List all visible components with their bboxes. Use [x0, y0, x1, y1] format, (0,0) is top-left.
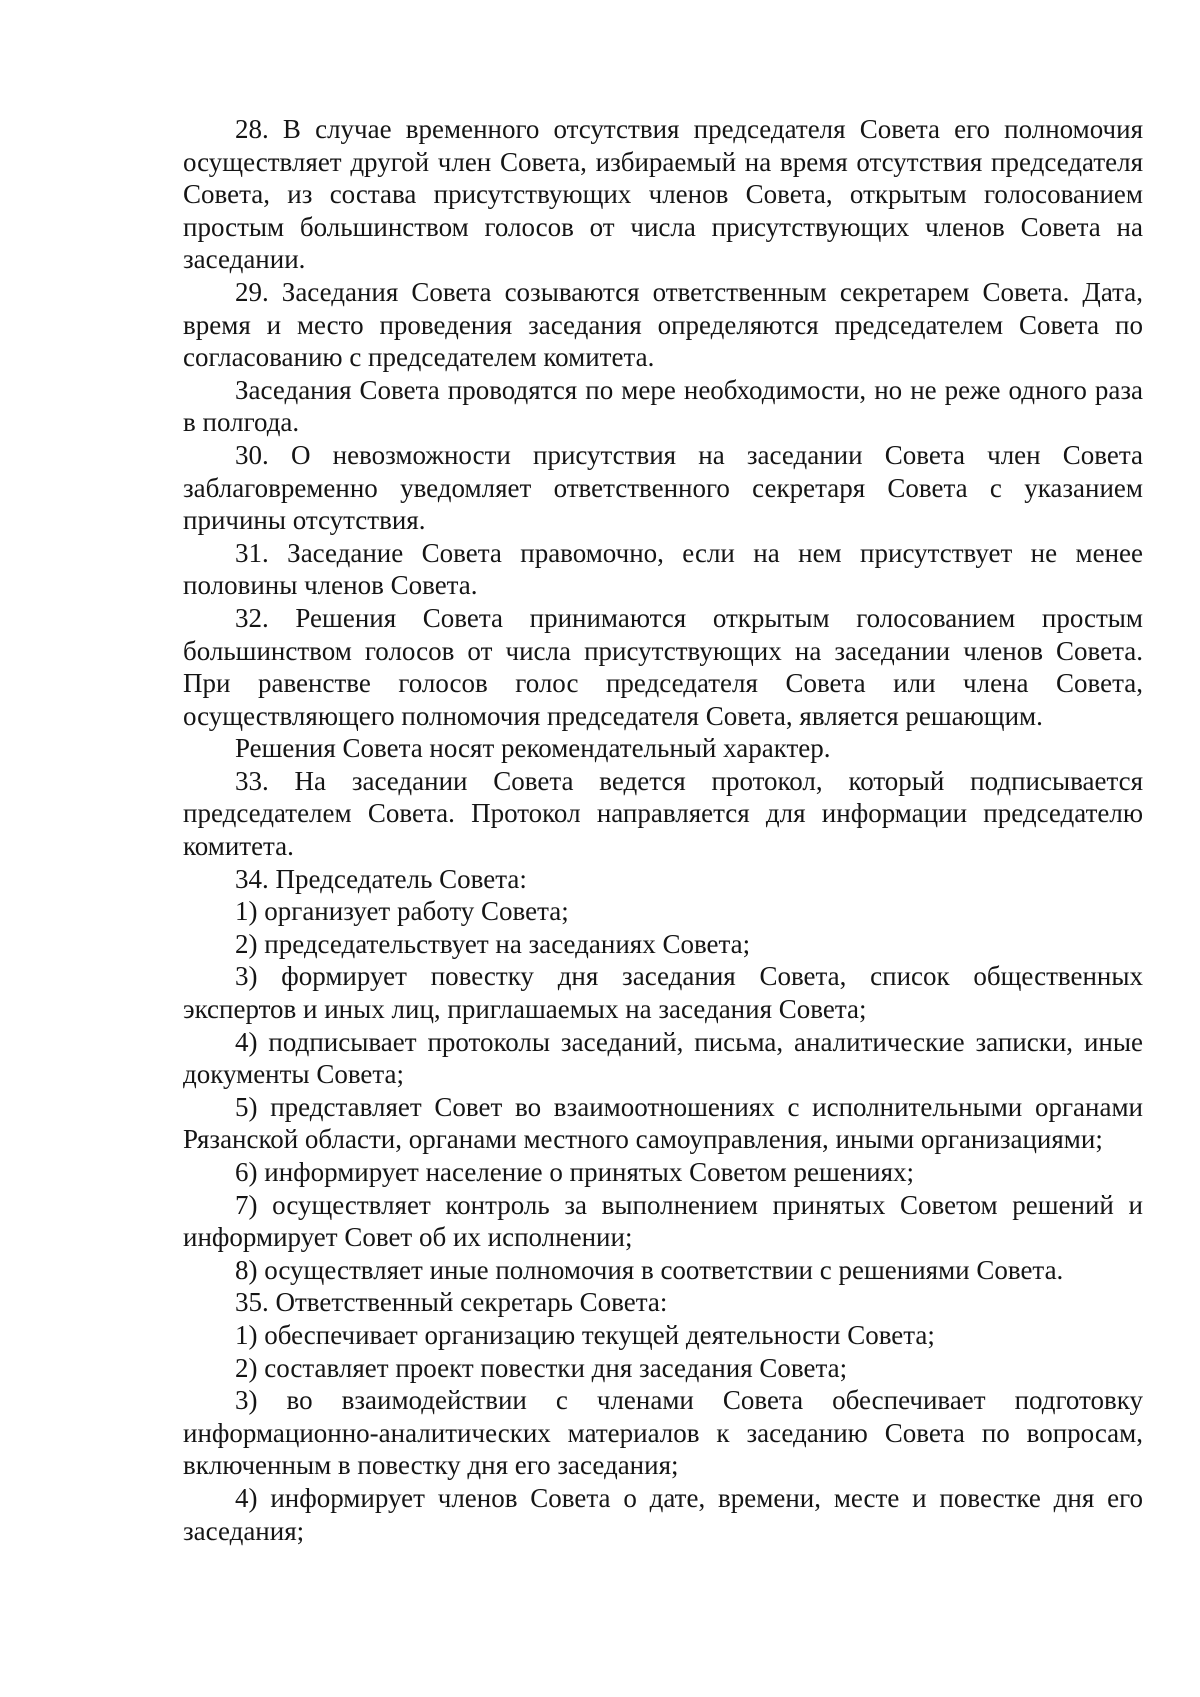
paragraph-32-character: Решения Совета носят рекомендательный характер.: [235, 733, 831, 764]
list-item-34-3: 3) формирует повестку дня заседания Совета, список общественных экспертов и иных лиц, приглашаемых на заседания Совета;: [183, 961, 1143, 1025]
list-item-34-2: 2) председательствует на заседаниях Совета;: [235, 928, 751, 959]
list-item-35-3: 3) во взаимодействии с членами Совета обеспечивает подготовку информационно-аналитических материалов к заседанию Совета по вопросам, включенным в повестку дня его заседания;: [183, 1385, 1143, 1481]
list-item-34-5: 5) представляет Совет во взаимоотношениях с исполнительными органами Рязанской области, органами местного самоуправления, иными организациями;: [183, 1091, 1143, 1155]
paragraph-29-frequency: Заседания Совета проводятся по мере необходимости, но не реже одного раза в полгода.: [183, 374, 1143, 438]
paragraph-29: 29. Заседания Совета созываются ответственным секретарем Совета. Дата, время и место проведения заседания определяются председателем Совета по согласованию с председателем комитета.: [183, 276, 1143, 373]
list-item-34-6: 6) информирует население о принятых Советом решениях;: [235, 1157, 915, 1187]
list-item-35-2: 2) составляет проект повестки дня заседания Совета;: [235, 1352, 848, 1383]
document-page: [183, 113, 1143, 1547]
list-item-34-1: 1) организует работу Совета;: [235, 896, 569, 927]
paragraph-35-heading: 35. Ответственный секретарь Совета:: [235, 1287, 668, 1318]
list-item-34-8: 8) осуществляет иные полномочия в соответствии с решениями Совета.: [235, 1254, 1064, 1285]
list-item-34-7: 7) осуществляет контроль за выполнением принятых Советом решений и информирует Совет об их исполнении;: [183, 1189, 1143, 1253]
paragraph-34-heading: 34. Председатель Совета:: [235, 863, 527, 894]
paragraph-32: 32. Решения Совета принимаются открытым голосованием простым большинством голосов от числа присутствующих на заседании членов Совета. При равенстве голосов голос председателя Совета или члена Совета, осуществляющего полномочия председателя Совета, является решающим.: [183, 602, 1143, 731]
list-item-35-4: 4) информирует членов Совета о дате, времени, месте и повестке дня его заседания;: [183, 1482, 1143, 1546]
paragraph-28: 28. В случае временного отсутствия председателя Совета его полномочия осуществляет другой член Совета, избираемый на время отсутствия председателя Совета, из состава присутствующих членов Совета, открытым голосованием простым большинством голосов от числа присутствующих членов Совета на заседании.: [183, 114, 1143, 275]
paragraph-31: 31. Заседание Совета правомочно, если на нем присутствует не менее половины членов Совета.: [183, 537, 1143, 601]
list-item-34-4: 4) подписывает протоколы заседаний, письма, аналитические записки, иные документы Совета;: [183, 1026, 1143, 1090]
paragraph-30: 30. О невозможности присутствия на заседании Совета член Совета заблаговременно уведомляет ответственного секретаря Совета с указанием причины отсутствия.: [183, 439, 1143, 536]
paragraph-33: 33. На заседании Совета ведется протокол, который подписывается председателем Совета. Протокол направляется для информации председателю комитета.: [183, 765, 1143, 862]
list-item-35-1: 1) обеспечивает организацию текущей деятельности Совета;: [235, 1319, 935, 1350]
